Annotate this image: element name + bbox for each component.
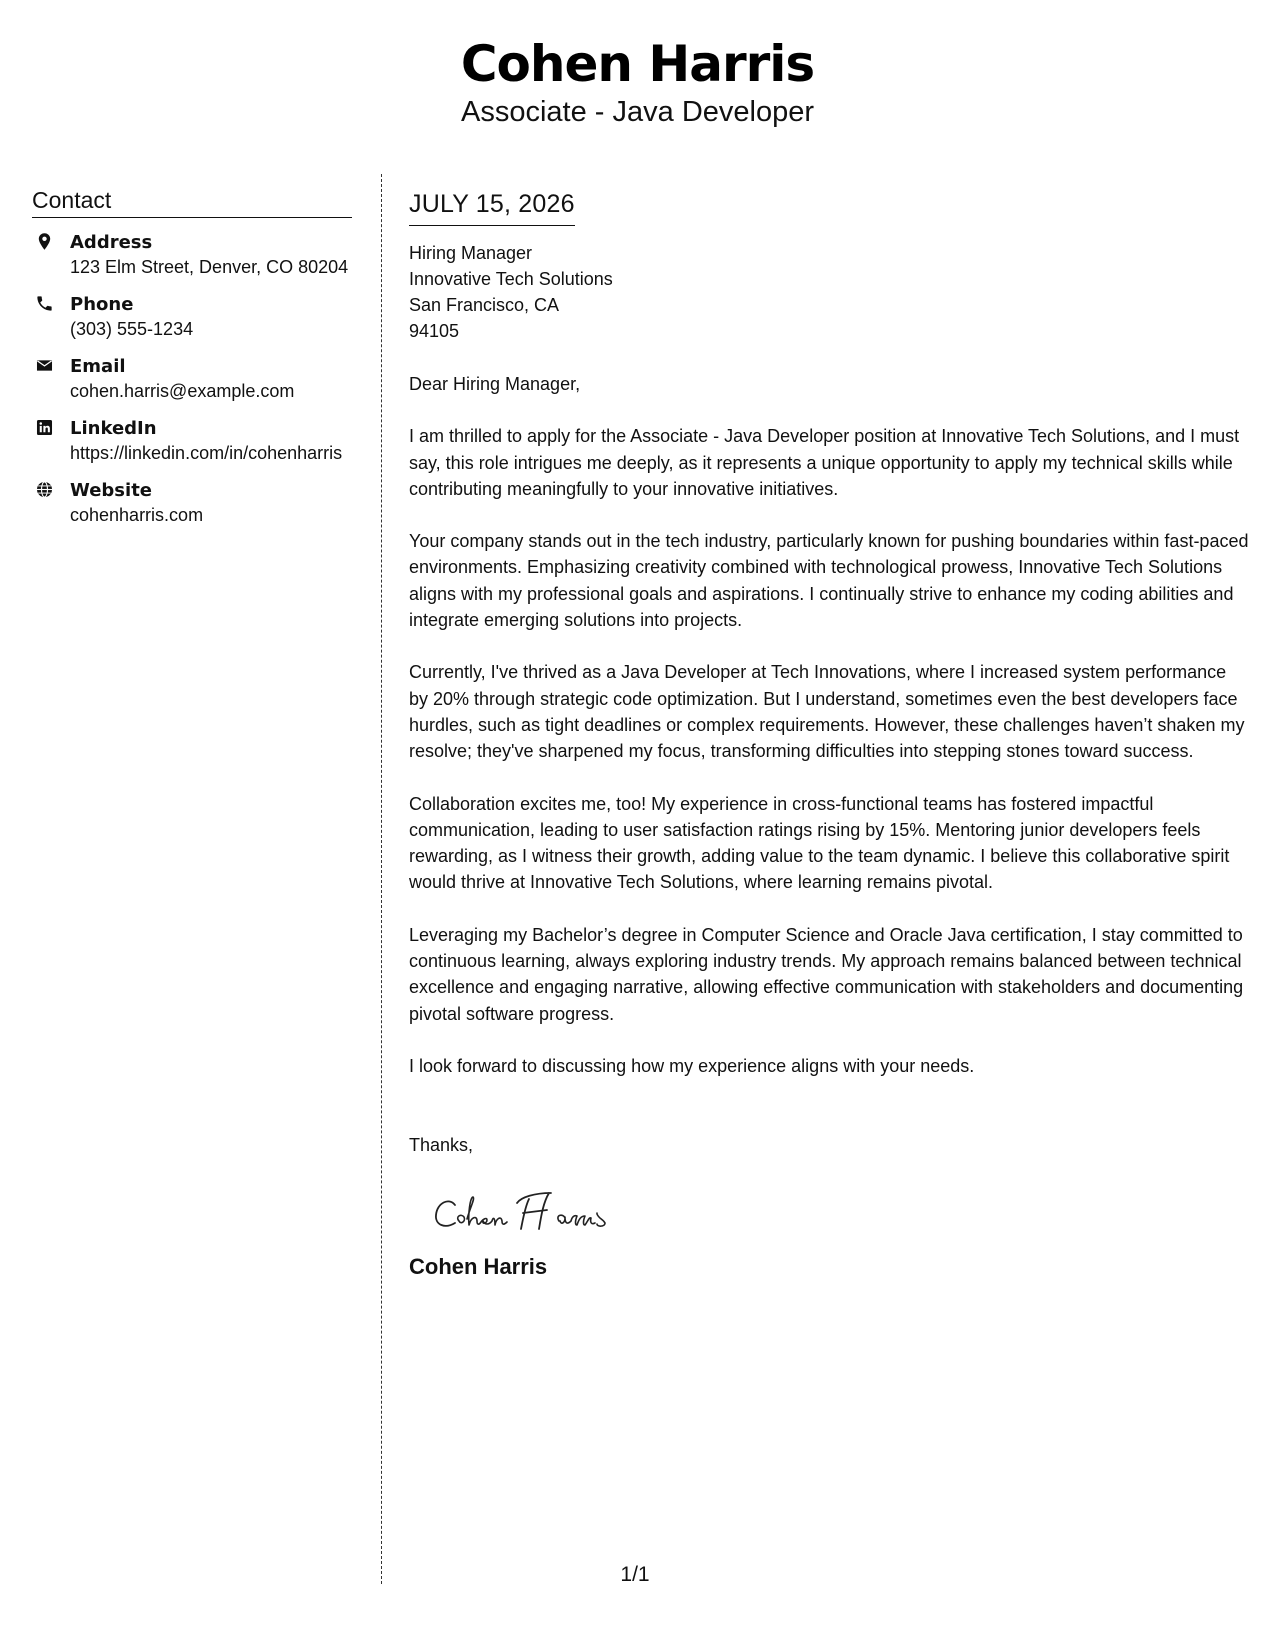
recipient-block — [409, 240, 1249, 344]
recipient-line: San Francisco, CA — [409, 295, 560, 315]
body-paragraph: Currently, I've thrived as a Java Developer at Tech Innovations, where I increased system performance by 20% through strategic code optimization. But I understand, sometimes even the best developers face hurdles, such as tight deadlines or complex requirements. However, these challenges haven’t shaken my resolve; they've sharpened my focus, transforming difficulties into stepping stones toward success. — [409, 662, 1245, 762]
salutation: Dear Hiring Manager, — [409, 374, 581, 394]
page-number: 1/1 — [620, 1563, 650, 1586]
body-paragraph: I look forward to discussing how my experience aligns with your needs. — [409, 1055, 975, 1076]
recipient-line: 94105 — [409, 321, 460, 341]
contact-website — [32, 478, 352, 528]
contact-value: cohen.harris@example.com — [70, 381, 295, 401]
letter-header — [0, 34, 1275, 130]
contact-linkedin — [32, 416, 352, 466]
contact-email — [32, 354, 352, 404]
linkedin-icon — [35, 418, 54, 437]
contact-heading: Contact — [32, 186, 352, 218]
contact-value: https://linkedin.com/in/cohenharris — [70, 443, 343, 463]
recipient-line: Innovative Tech Solutions — [409, 269, 613, 289]
contact-label: Website — [70, 480, 153, 501]
phone-icon — [35, 294, 54, 313]
handwritten-signature — [431, 1185, 1249, 1241]
closing: Thanks, — [409, 1135, 474, 1156]
contact-value: 123 Elm Street, Denver, CO 80204 — [70, 257, 349, 277]
letter-body — [409, 188, 1249, 1281]
signed-name: Cohen Harris — [409, 1253, 548, 1279]
globe-icon — [35, 480, 54, 499]
contact-label: Email — [70, 356, 126, 377]
contact-value: (303) 555-1234 — [70, 319, 194, 339]
map-pin-icon — [35, 232, 54, 251]
contact-address — [32, 230, 352, 280]
applicant-role: Associate - Java Developer — [461, 96, 814, 128]
contact-value: cohenharris.com — [70, 505, 204, 525]
letter-date: JULY 15, 2026 — [409, 188, 575, 226]
contact-sidebar — [32, 186, 352, 528]
envelope-icon — [35, 356, 54, 375]
body-paragraph: Collaboration excites me, too! My experience in cross-functional teams has fostered impactful communication, leading to user satisfaction ratings rising by 15%. Mentoring junior developers feels rewarding, as I witness their growth, adding value to the team dynamic. I believe this collaborative spirit would thrive at Innovative Tech Solutions, where learning remains pivotal. — [409, 793, 1230, 893]
contact-label: Phone — [70, 294, 134, 315]
applicant-name: Cohen Harris — [460, 35, 815, 93]
column-divider — [381, 174, 382, 1584]
contact-label: Address — [70, 232, 153, 253]
signature-image — [431, 1185, 661, 1241]
body-paragraph: Your company stands out in the tech industry, particularly known for pushing boundaries within fast-paced environments. Emphasizing creativity combined with technological prowess, Innovative Tech Solutions aligns with my professional goals and aspirations. I continually strive to enhance my coding abilities and integrate emerging solutions into projects. — [409, 531, 1249, 631]
contact-phone — [32, 292, 352, 342]
body-paragraph: I am thrilled to apply for the Associate - Java Developer position at Innovative Tech Solutions, and I must say, this role intrigues me deeply, as it represents a unique opportunity to apply my technical skills while contributing meaningfully to your innovative initiatives. — [409, 426, 1240, 499]
recipient-line: Hiring Manager — [409, 243, 533, 263]
body-paragraph: Leveraging my Bachelor’s degree in Computer Science and Oracle Java certification, I stay committed to continuous learning, always exploring industry trends. My approach remains balanced between technical excellence and engaging narrative, allowing effective communication with stakeholders and documenting pivotal software progress. — [409, 924, 1244, 1024]
contact-label: LinkedIn — [70, 418, 157, 439]
